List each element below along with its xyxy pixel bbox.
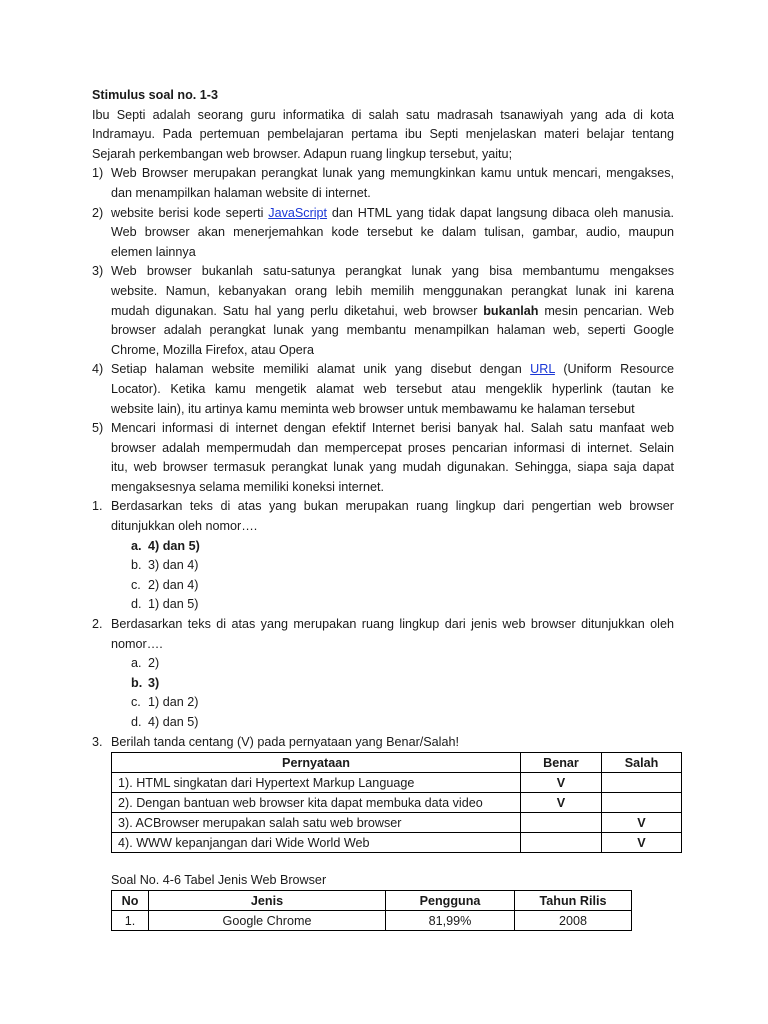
option-text: 2) dan 4) (148, 577, 199, 592)
option-label: a. (131, 538, 142, 553)
option-text: 3) (148, 675, 160, 690)
point-line: Web Browser merupakan perangkat lunak yang memungkinkan kamu untuk mencari, mengakses, (111, 166, 674, 181)
point-line: mengaksesnya selama memiliki koneksi internet. (111, 479, 384, 494)
point-line (111, 360, 674, 380)
table-row (112, 813, 682, 833)
option-label: d. (131, 597, 142, 612)
point-number: 3) (92, 264, 104, 279)
true-cell[interactable]: V (521, 793, 602, 813)
false-cell[interactable] (602, 793, 682, 813)
users-cell: 81,99% (386, 911, 515, 931)
table-header-row (112, 891, 632, 911)
document-content (92, 86, 674, 931)
option-text: 4) dan 5) (148, 715, 199, 729)
question-line: Berilah tanda centang (V) pada pernyataan yang Benar/Salah! (111, 734, 459, 749)
option-text: 2) (148, 656, 160, 671)
intro-paragraph (92, 106, 674, 165)
table-row (112, 911, 632, 931)
scope-point-2 (92, 204, 674, 263)
option-label: c. (131, 695, 141, 710)
question-line: Berdasarkan teks di atas yang merupakan ruang lingkup dari jenis web browser ditunjukkan oleh (111, 617, 674, 632)
point-line: Mencari informasi di internet dengan efektif Internet berisi banyak hal. Salah satu manfaat web (111, 421, 674, 436)
statement-cell: 4). WWW kepanjangan dari Wide World Web (112, 833, 521, 853)
point-line: website lain), itu artinya kamu meminta web browser untuk membawamu ke halaman tersebut (111, 401, 635, 416)
intro-line: Indramayu. Pada pertemuan pembelajaran pertama ibu Septi menjelaskan materi belajar tentang (92, 127, 674, 142)
javascript-link[interactable]: JavaScript (268, 205, 328, 220)
answer-options (111, 654, 674, 732)
false-cell[interactable]: V (602, 833, 682, 853)
question-3 (92, 733, 674, 753)
header-no: No (112, 891, 149, 911)
header-release-year: Tahun Rilis (515, 891, 632, 911)
point-line: dan menampilkan halaman website di internet. (111, 185, 371, 200)
header-true: Benar (521, 753, 602, 773)
header-statement: Pernyataan (112, 753, 521, 773)
point-line: Locator). Ketika kamu mengetik alamat web tersebut atau mengeklik hyperlink (tautan ke (111, 381, 674, 396)
table-row (112, 793, 682, 813)
true-false-table (111, 752, 682, 853)
option-label: c. (131, 577, 141, 592)
header-type: Jenis (149, 891, 386, 911)
scope-point-5 (92, 419, 674, 497)
point-line (111, 302, 674, 322)
option-a[interactable] (131, 537, 674, 557)
point-text: dan HTML yang tidak dapat langsung dibaca oleh manusia. (327, 205, 674, 220)
point-line: itu, web browser termasuk perangkat lunak yang mudah digunakan. Sehingga, siapa saja dapat (111, 460, 674, 475)
point-line: browser adalah mempermudah dan mempercepat proses pencarian informasi di internet. Selain (111, 440, 674, 455)
point-line: Web browser akan menerjemahkan kode tersebut ke dalam tulisan, gambar, audio, maupun (111, 225, 674, 240)
point-number: 1) (92, 166, 104, 181)
option-text: 1) dan 2) (148, 695, 199, 710)
option-text: 4) dan 5) (148, 538, 200, 553)
question-number: 2. (92, 617, 103, 632)
false-cell[interactable] (602, 773, 682, 793)
point-line: browser adalah perangkat lunak yang membantu menampilkan halaman web, seperti Google (111, 323, 674, 338)
url-link[interactable]: URL (530, 362, 555, 377)
point-text: mesin pencarian. Web (538, 303, 675, 318)
type-cell: Google Chrome (149, 911, 386, 931)
question-line: ditunjukkan oleh nomor…. (111, 519, 258, 534)
bold-keyword: bukanlah (483, 303, 539, 318)
true-cell[interactable] (521, 813, 602, 833)
point-text: (Uniform Resource (554, 362, 674, 377)
option-a[interactable] (131, 654, 674, 674)
answer-options (111, 537, 674, 615)
question-2 (92, 615, 674, 733)
option-d[interactable] (131, 713, 674, 733)
browser-table (111, 890, 632, 931)
no-cell: 1. (112, 911, 149, 931)
option-b[interactable] (131, 674, 674, 694)
point-line: website. Namun, kebanyakan orang lebih memilih menggunakan perangkat lunak ini karena (111, 283, 674, 298)
option-b[interactable] (131, 556, 674, 576)
true-cell[interactable]: V (521, 773, 602, 793)
false-cell[interactable]: V (602, 813, 682, 833)
scope-point-4 (92, 360, 674, 419)
statement-cell: 1). HTML singkatan dari Hypertext Markup Language (112, 773, 521, 793)
scope-point-3 (92, 262, 674, 360)
table-row (112, 773, 682, 793)
point-text: mudah digunakan. Satu hal yang perlu diketahui, web browser (111, 303, 484, 318)
stimulus-title: Stimulus soal no. 1-3 (92, 88, 218, 102)
question-1 (92, 497, 674, 615)
table-caption: Soal No. 4-6 Tabel Jenis Web Browser (111, 873, 327, 888)
option-label: b. (131, 675, 143, 690)
intro-line: Ibu Septi adalah seorang guru informatika di salah satu madrasah tsanawiyah yang ada di kota (92, 107, 674, 122)
option-label: b. (131, 558, 142, 573)
statement-cell: 3). ACBrowser merupakan salah satu web browser (112, 813, 521, 833)
option-label: d. (131, 715, 142, 729)
header-users: Pengguna (386, 891, 515, 911)
table-row (112, 833, 682, 853)
table-header-row (112, 753, 682, 773)
statement-cell: 2). Dengan bantuan web browser kita dapat membuka data video (112, 793, 521, 813)
question-number: 1. (92, 499, 103, 514)
point-line: elemen lainnya (111, 244, 196, 259)
option-c[interactable] (131, 693, 674, 713)
option-text: 3) dan 4) (148, 558, 199, 573)
intro-line: Sejarah perkembangan web browser. Adapun ruang lingkup tersebut, yaitu; (92, 146, 513, 161)
point-number: 5) (92, 421, 104, 436)
point-number: 4) (92, 362, 104, 377)
option-text: 1) dan 5) (148, 597, 199, 612)
option-label: a. (131, 656, 142, 671)
release-year-cell: 2008 (515, 911, 632, 931)
point-text: Setiap halaman website memiliki alamat unik yang disebut dengan (111, 362, 531, 377)
true-cell[interactable] (521, 833, 602, 853)
option-d[interactable] (131, 595, 674, 615)
scope-point-1 (92, 164, 674, 203)
header-false: Salah (602, 753, 682, 773)
question-line: nomor…. (111, 636, 163, 651)
point-text: website berisi kode seperti (111, 205, 269, 220)
point-line: Chrome, Mozilla Firefox, atau Opera (111, 342, 314, 357)
question-number: 3. (92, 734, 103, 749)
point-line (111, 204, 674, 224)
question-line: Berdasarkan teks di atas yang bukan merupakan ruang lingkup dari pengertian web browser (111, 499, 674, 514)
point-number: 2) (92, 205, 104, 220)
option-c[interactable] (131, 576, 674, 596)
point-line: Web browser bukanlah satu-satunya perangkat lunak yang bisa membantumu mengakses (111, 264, 674, 279)
